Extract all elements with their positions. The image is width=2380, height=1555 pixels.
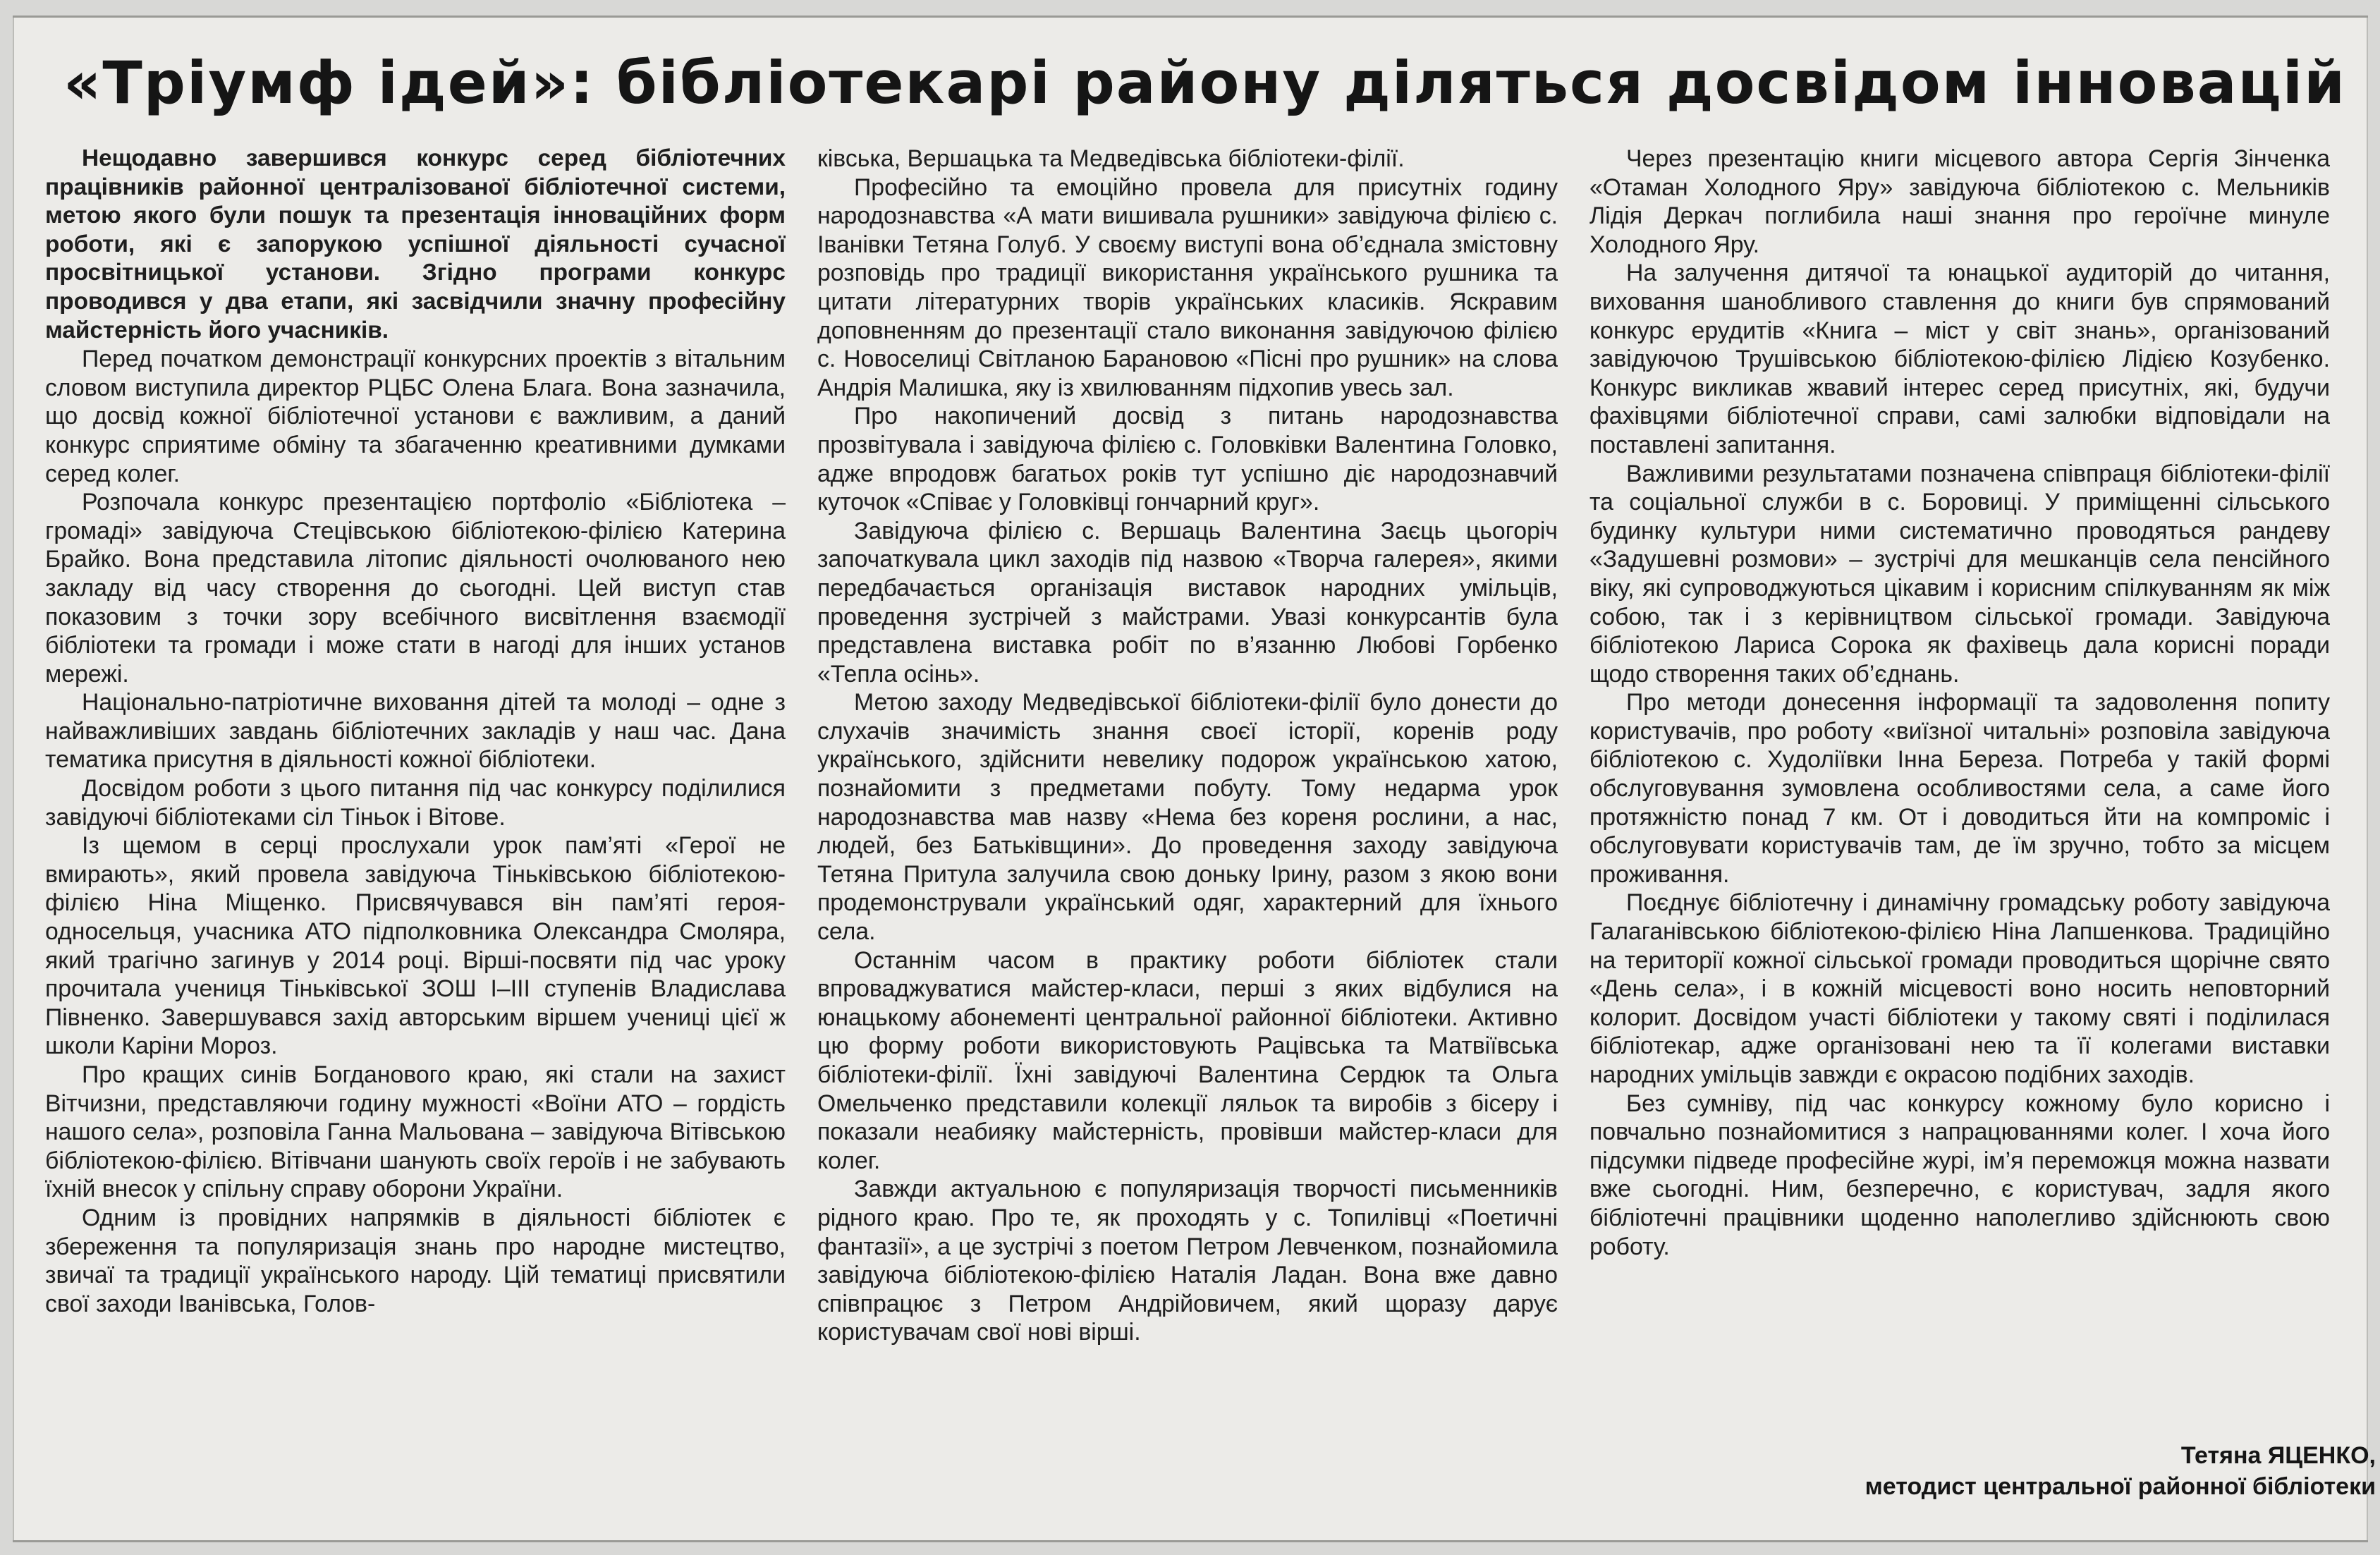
text-column-1 — [45, 145, 786, 1477]
article-paragraph: Про методи донесення інформації та задоволення попиту користувачів, про роботу «виїзної читальні» розповіла завідуюча бібліотекою с. Худоліївки Інна Береза. Потреба у такій формі обслуговування зумовлена особливостями села, а саме його протяжністю понад 7 км. От і доводиться йти на компроміс і обслуговувати користувачів там, де їм зручно, тобто за місцем проживання. — [1589, 689, 2330, 888]
article-paragraph: Національно-патріотичне виховання дітей та молоді – одне з найважливіших завдань бібліотечних закладів у наш час. Дана тематика присутня в діяльності кожної бібліотеки. — [45, 689, 786, 774]
article-paragraph: ківська, Вершацька та Медведівська бібліотеки-філії. — [817, 145, 1405, 172]
text-column-2 — [817, 145, 1558, 1477]
article-paragraph: Із щемом в серці прослухали урок пам’яті «Герої не вмирають», який провела завідуюча Тіньківською бібліотекою-філією Ніна Міщенко. Присвячувався він пам’яті героя-односельця, учасника АТО підполковника Олександра Смоляра, який трагічно загинув у 2014 році. Вірші-посвяти під час уроку прочитала учениця Тіньківської ЗОШ І–ІІІ ступенів Владислава Півненко. Завершувався захід авторським віршем учениці цієї ж школи Каріни Мороз. — [45, 832, 786, 1060]
article-paragraph: Останнім часом в практику роботи бібліотек стали впроваджуватися майстер-класи, перші з яких відбулися на юнацькому абонементі центральної районної бібліотеки. Активно цю форму роботи використовують Рацівська та Матвіївська бібліотеки-філії. Їхні завідуючі Валентина Сердюк та Ольга Омельченко представили колекції ляльок та виробів з бісеру і показали неабияку майстерність, провівши майстер-класи для колег. — [817, 946, 1558, 1174]
top-border-rule — [13, 16, 2368, 18]
article-paragraph: Розпочала конкурс презентацією портфоліо «Бібліотека – громаді» завідуюча Стецівською бібліотекою-філією Катерина Брайко. Вона представила літопис діяльності очолюваного нею закладу від часу створення до сьогодні. Цей виступ став показовим з точки зору всебічного висвітлення взаємодії бібліотеки та громади і може стати в нагоді для інших установ мережі. — [45, 489, 786, 688]
article-paragraph: Через презентацію книги місцевого автора Сергія Зінченка «Отаман Холодного Яру» завідуюча бібліотекою с. Мельників Лідія Деркач поглибила наші знання про героїчне минуле Холодного Яру. — [1589, 145, 2330, 258]
article-paragraph: На залучення дитячої та юнацької аудиторій до читання, виховання шанобливого ставлення до книги був спрямований конкурс ерудитів «Книга – міст у світ знань», організований завідуючою Трушівською бібліотекою-філією Лідією Козубенко. Конкурс викликав жвавий інтерес серед присутніх, які, будучи фахівцями бібліотечної справи, самі залюбки відповідали на поставлені запитання. — [1589, 260, 2330, 458]
text-column-3 — [1589, 145, 2330, 1477]
article-paragraph: Одним із провідних напрямків в діяльності бібліотек є збереження та популяризація знань про народне мистецтво, звичаї та традиції українського народу. Цій тематиці присвятили свої заходи Іванівська, Голов- — [45, 1204, 786, 1317]
article-paragraph: Про накопичений досвід з питань народознавства прозвітувала і завідуюча філією с. Головківки Валентина Головко, адже впродовж багатьох років тут успішно діє народознавчий куточок «Співає у Головківці гончарний круг». — [817, 403, 1558, 516]
article-paragraph: Без сумніву, під час конкурсу кожному було корисно і повчально познайомитися з напрацюваннями колег. І хоча його підсумки підведе професійне журі, ім’я переможця можна назвати вже сьогодні. Ним, безперечно, є користувач, задля якого бібліотечні працівники щоденно наполегливо здійснюють свою роботу. — [1589, 1090, 2330, 1260]
article-paragraph: Професійно та емоційно провела для присутніх годину народознавства «А мати вишивала рушники» завідуюча філією с. Іванівки Тетяна Голуб. У своєму виступі вона об’єднала змістовну розповідь про традиції використання українського рушника та цитати літературних творів українських класиків. Яскравим доповненням до презентації стало виконання завідуючою філією с. Новоселиці Світланою Барановою «Пісні про рушник» на слова Андрія Малишка, яку із хвилюванням підхопив увесь зал. — [817, 173, 1558, 401]
article-paragraph: Про кращих синів Богданового краю, які стали на захист Вітчизни, представляючи годину мужності «Воїни АТО – гордість нашого села», розповіла Ганна Мальована – завідуюча Вітівською бібліотекою-філією. Вітівчани шанують своїх героїв і не забувають їхній внесок у спільну справу оборони України. — [45, 1061, 786, 1203]
article-paragraph: Поєднує бібліотечну і динамічну громадську роботу завідуюча Галаганівською бібліотекою-філією Ніна Лапшенкова. Традиційно на території кожної сільської громади проводиться щорічне свято «День села», і в кожній місцевості воно носить неповторний колорит. Досвідом участі бібліотеки у такому святі і поділилася бібліотекар, адже організовані нею та її колегами виставки народних умільців завжди є окрасою подібних заходів. — [1589, 889, 2330, 1088]
article-paragraph: Завжди актуальною є популяризація творчості письменників рідного краю. Про те, як проходять у с. Топилівці «Поетичні фантазії», а це зустрічі з поетом Петром Левченком, познайомила завідуюча бібліотекою-філією Наталія Ладан. Вона вже давно співпрацює з Петром Андрійовичем, який щоразу дарує користувачам свої нові вірші. — [817, 1176, 1558, 1346]
lead-paragraph: Нещодавно завершився конкурс серед бібліотечних працівників районної централізованої бібліотечної системи, метою якого були пошук та презентація інноваційних форм роботи, які є запорукою успішної діяльності сучасної просвітницької установи. Згідно програми конкурс проводився у два етапи, які засвідчили значну професійну майстерність його учасників. — [45, 145, 786, 343]
article-paragraph: Важливими результатами позначена співпраця бібліотеки-філії та соціальної служби в с. Боровиці. У приміщенні сільського будинку культури ними систематично проводяться рандеву «Задушевні розмови» – зустрічі для мешканців села пенсійного віку, які супроводжуються цікавим і корисним спілкуванням як між собою, так і з керівництвом сільської громади. Завідуюча бібліотекою Лариса Сорока як фахівець дала корисні поради щодо створення таких об’єднань. — [1589, 460, 2330, 688]
author-name: Тетяна ЯЦЕНКО, — [2180, 1442, 2376, 1469]
article-signature — [1865, 1440, 2376, 1502]
author-position: методист центральної районної бібліотеки — [1865, 1473, 2376, 1500]
article-paragraph: Завідуюча філією с. Вершаць Валентина Заєць цьогоріч започаткувала цикл заходів під назвою «Творча галерея», якими передбачається організація виставок народних умільців, проведення зустрічей з майстрами. Увазі конкурсантів була представлена виставка робіт по в’язанню Любові Горбенко «Тепла осінь». — [817, 517, 1558, 688]
article-paragraph: Перед початком демонстрації конкурсних проектів з вітальним словом виступила директор РЦБС Олена Блага. Вона зазначила, що досвід кожної бібліотечної установи є важливим, а даний конкурс сприятиме обміну та збагаченню креативними думками серед колег. — [45, 346, 786, 487]
article-paragraph: Метою заходу Медведівської бібліотеки-філії було донести до слухачів значимість знання своєї історії, коренів роду українського, здійснити невелику подорож українською хатою, познайомити з предметами побуту. Тому недарма урок народознавства мав назву «Нема без кореня рослини, а нас, людей, без Батьківщини». До проведення заходу завідуюча Тетяна Притула залучила свою доньку Ірину, разом з якою вони продемонстрували український одяг, характерний для їхнього села. — [817, 689, 1558, 946]
bottom-border-rule — [13, 1540, 2368, 1542]
article-body — [45, 145, 2358, 1477]
article-headline: «Тріумф ідей»: бібліотекарі району діляться досвідом інновацій — [63, 49, 2347, 117]
article-paragraph: Досвідом роботи з цього питання під час конкурсу поділилися завідуючі бібліотеками сіл Тіньок і Вітове. — [45, 775, 786, 831]
